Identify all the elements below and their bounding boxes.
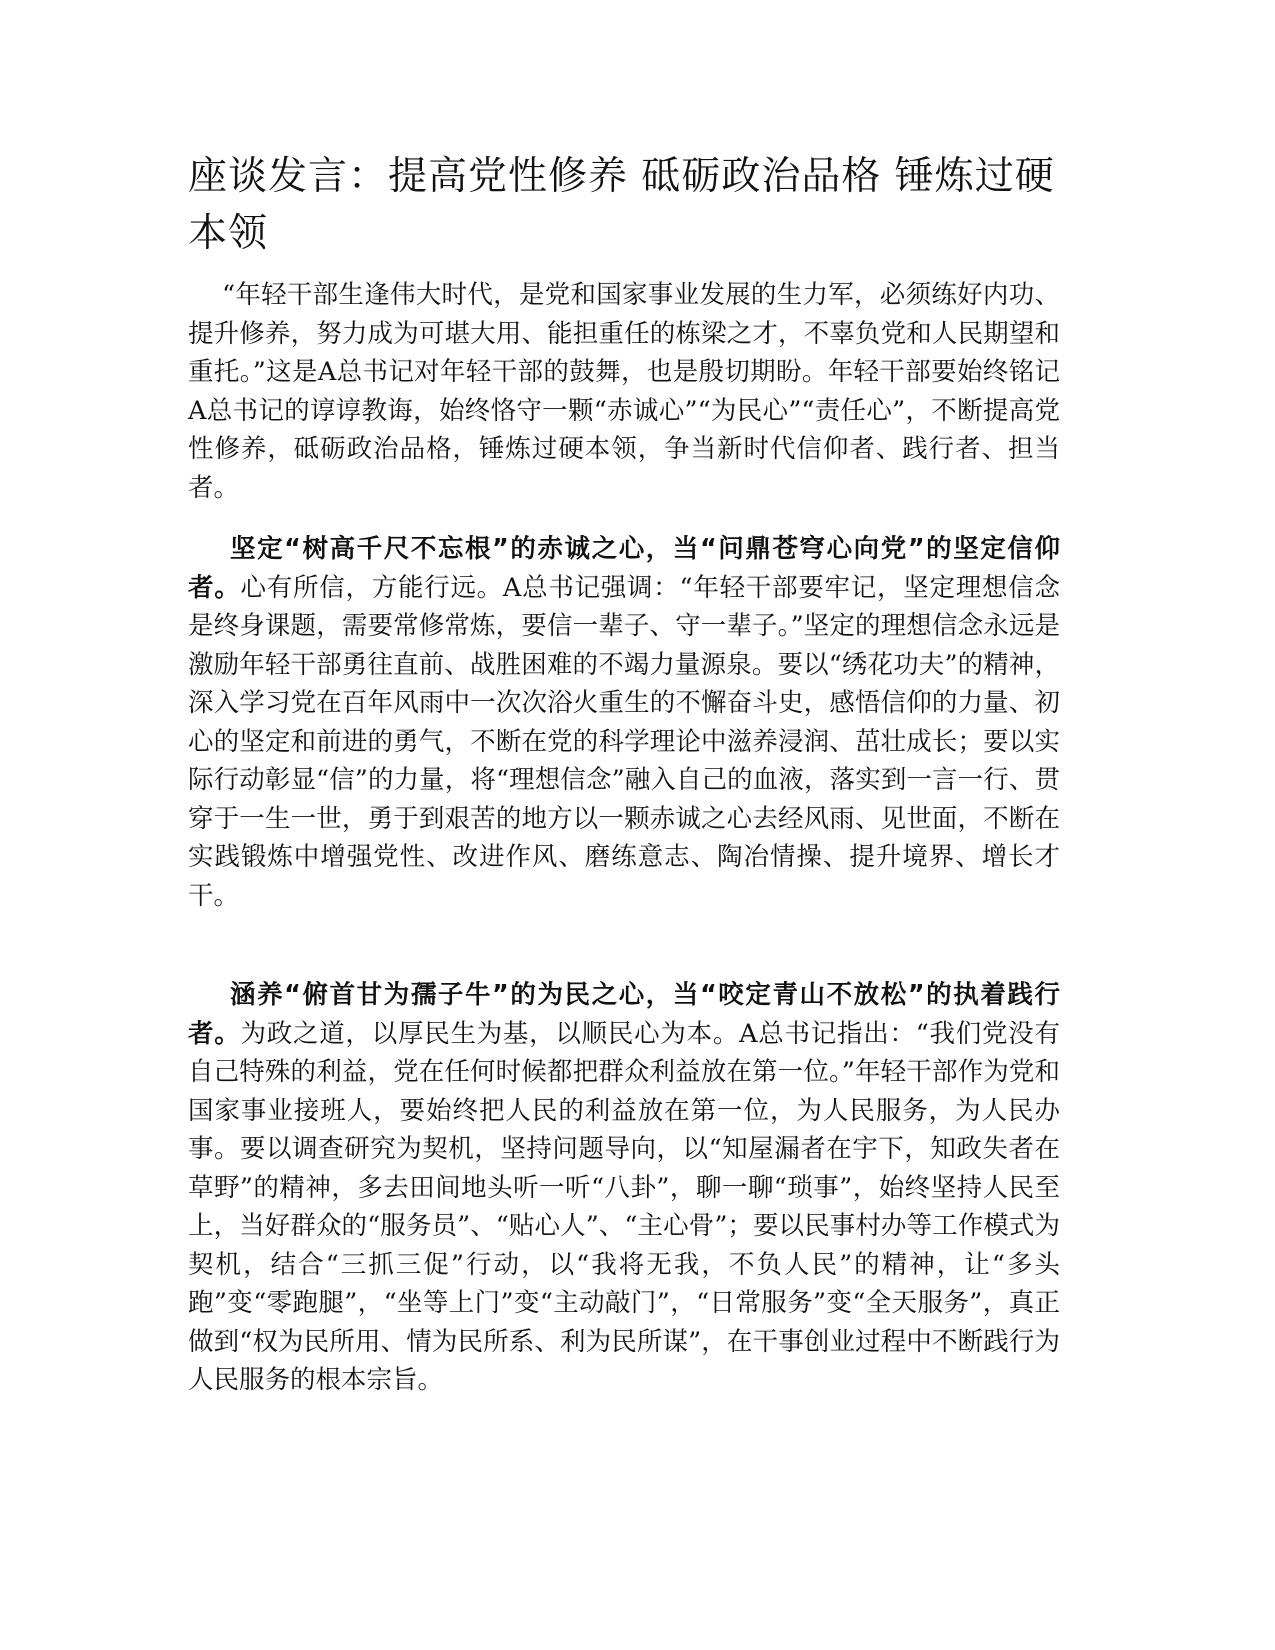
paragraph-3-block (188, 976, 1060, 1400)
section-2-heading: 涵养“俯首甘为孺子牛”的为民之心，当“咬定青山不放松”的执着践行者。 (188, 980, 1060, 1049)
paragraph-1-text: “年轻干部生逢伟大时代，是党和国家事业发展的生力军，必须练好内功、提升修养，努力成为可堪大用、能担重任的栋梁之才，不辜负党和人民期望和重托。”这是A总书记对年轻干部的鼓舞，也是殷切期盼。年轻干部要始终铭记A总书记的谆谆教诲，始终恪守一颗“赤诚心”“为民心”“责任心”，不断提高党性修养，砥砺政治品格，锤炼过硬本领，争当新时代信仰者、践行者、担当者。 (188, 280, 1060, 503)
paragraph-2-block (188, 530, 1060, 915)
paragraph-intro (188, 276, 1060, 507)
section-2-text: 为政之道，以厚民生为基，以顺民心为本。A总书记指出：“我们党没有自己特殊的利益，党在任何时候都把群众利益放在第一位。”年轻干部作为党和国家事业接班人，要始终把人民的利益放在第一位，为人民服务，为人民办事。要以调查研究为契机，坚持问题导向，以“知屋漏者在宇下，知政失者在草野”的精神，多去田间地头听一听“八卦”，聊一聊“琐事”，始终坚持人民至上，当好群众的“服务员”、“贴心人”、“主心骨”；要以民事村办等工作模式为契机，结合“三抓三促”行动，以“我将无我，不负人民”的精神，让“多头跑”变“零跑腿”，“坐等上门”变“主动敲门”，“日常服务”变“全天服务”，真正做到“权为民所用、情为民所系、利为民所谋”，在干事创业过程中不断践行为人民服务的根本宗旨。 (188, 1018, 1060, 1395)
paragraph-section-1 (188, 530, 1060, 915)
paragraph-section-2 (188, 976, 1060, 1400)
paragraph-1-block (188, 276, 1060, 507)
document-title: 座谈发言：提高党性修养 砥砺政治品格 锤炼过硬本领 (188, 154, 1055, 256)
section-1-heading: 坚定“树高千尺不忘根”的赤诚之心，当“问鼎苍穹心向党”的坚定信仰者。 (188, 534, 1060, 603)
section-1-text: 心有所信，方能行远。A总书记强调：“年轻干部要牢记，坚定理想信念是终身课题，需要常修常炼，要信一辈子、守一辈子。”坚定的理想信念永远是激励年轻干部勇往直前、战胜困难的不竭力量源泉。要以“绣花功夫”的精神，深入学习党在百年风雨中一次次浴火重生的不懈奋斗史，感悟信仰的力量、初心的坚定和前进的勇气，不断在党的科学理论中滋养浸润、茁壮成长；要以实际行动彰显“信”的力量，将“理想信念”融入自己的血液，落实到一言一行、贯穿于一生一世，勇于到艰苦的地方以一颗赤诚之心去经风雨、见世面，不断在实践锻炼中增强党性、改进作风、磨练意志、陶冶情操、提升境界、增长才干。 (188, 572, 1060, 911)
